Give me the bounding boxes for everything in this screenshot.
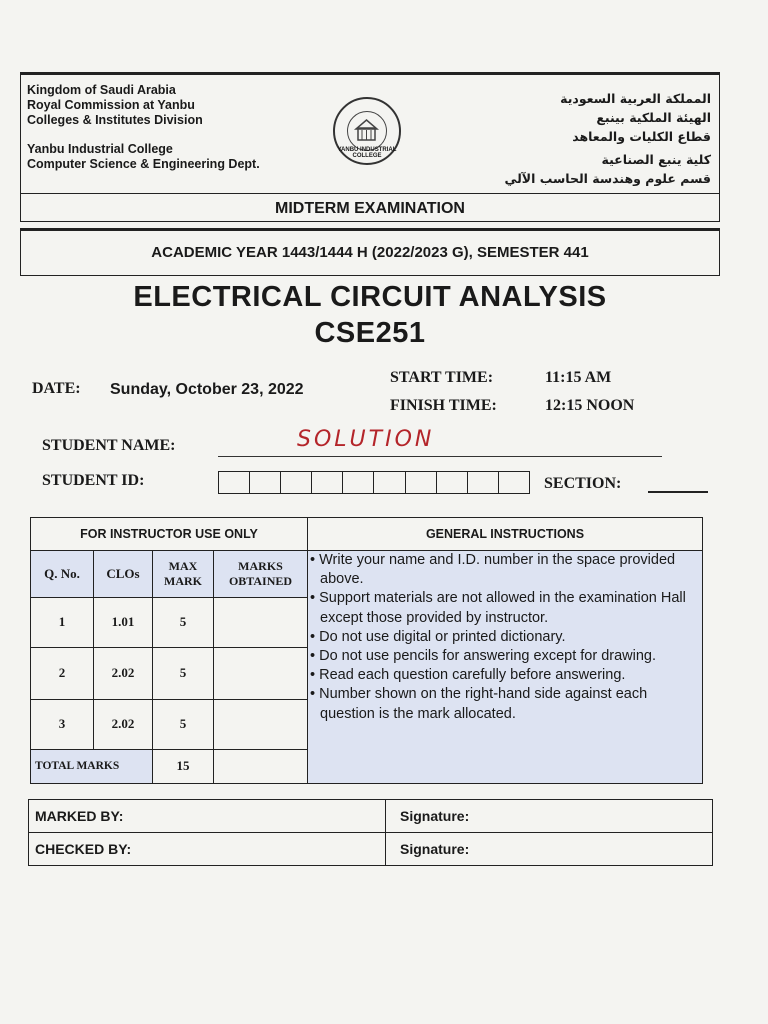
id-digit-box[interactable] — [281, 472, 312, 493]
date-label: DATE: — [32, 380, 81, 397]
checked-signature-field[interactable]: Signature: — [386, 833, 713, 866]
col-header: MARKS OBTAINED — [214, 551, 308, 597]
student-name-value: SOLUTION — [297, 427, 435, 452]
q-number: 1 — [31, 597, 94, 647]
col-header: CLOs — [94, 551, 153, 597]
seal-emblem-icon — [347, 111, 387, 151]
marks-obtained-field[interactable] — [214, 699, 308, 749]
header-line: Yanbu Industrial College — [27, 142, 173, 156]
student-id-label: STUDENT ID: — [42, 472, 145, 489]
instruction-item: • Read each question carefully before answering. — [310, 667, 626, 684]
header-line: الهيئة الملكية بينبع — [596, 110, 711, 125]
total-row — [31, 749, 307, 783]
instruction-item: • Do not use digital or printed dictionary. — [310, 628, 566, 645]
start-time-label: START TIME: — [390, 369, 494, 386]
marks-table — [31, 551, 307, 783]
header-line: Kingdom of Saudi Arabia — [27, 83, 176, 97]
header-line: كلية ينبع الصناعية — [601, 152, 711, 167]
academic-year: ACADEMIC YEAR 1443/1444 H (2022/2023 G), SEMESTER 441 — [20, 228, 720, 276]
id-digit-box[interactable] — [499, 472, 529, 493]
header-line: Royal Commission at Yanbu — [27, 98, 195, 112]
section-line[interactable] — [648, 491, 708, 493]
marks-obtained-field[interactable] — [214, 597, 308, 647]
id-digit-box[interactable] — [250, 472, 281, 493]
instruction-item: • Write your name and I.D. number in the space provided above. — [310, 552, 676, 588]
id-digit-box[interactable] — [374, 472, 405, 493]
table-row — [31, 647, 307, 699]
header-line: قسم علوم وهندسة الحاسب الآلي — [504, 171, 711, 186]
seal-text: YANBU INDUSTRIAL COLLEGE — [337, 147, 397, 159]
marks-obtained-field[interactable] — [214, 647, 308, 699]
college-seal-logo — [333, 97, 401, 165]
instructor-table — [30, 517, 703, 784]
col-header: MAX MARK — [153, 551, 214, 597]
total-marks-value: 15 — [153, 749, 214, 783]
id-digit-box[interactable] — [219, 472, 250, 493]
instructions-list — [308, 551, 703, 784]
checked-by-label: CHECKED BY: — [29, 833, 386, 866]
course-code: CSE251 — [314, 317, 426, 349]
signoff-table — [28, 799, 713, 866]
id-digit-box[interactable] — [437, 472, 468, 493]
header-line: المملكة العربية السعودية — [560, 91, 711, 106]
clo-value: 1.01 — [94, 597, 153, 647]
header-line: قطاع الكليات والمعاهد — [572, 129, 711, 144]
institution-header — [20, 72, 720, 222]
clo-value: 2.02 — [94, 699, 153, 749]
table-row — [31, 699, 307, 749]
id-digit-box[interactable] — [406, 472, 437, 493]
instruction-item: • Do not use pencils for answering except for drawing. — [310, 648, 657, 665]
start-time-value: 11:15 AM — [545, 369, 612, 386]
marks-cell — [31, 551, 308, 784]
student-id-boxes[interactable] — [218, 471, 530, 494]
header-line: Computer Science & Engineering Dept. — [27, 157, 260, 171]
marked-signature-field[interactable]: Signature: — [386, 800, 713, 833]
instruction-item: • Support materials are not allowed in the examination Hall except those provided by instructor. — [310, 590, 686, 626]
finish-time-label: FINISH TIME: — [390, 397, 497, 414]
max-mark: 5 — [153, 647, 214, 699]
header-arabic-text — [504, 89, 711, 188]
clo-value: 2.02 — [94, 647, 153, 699]
finish-time-value: 12:15 NOON — [545, 397, 635, 414]
max-mark: 5 — [153, 597, 214, 647]
id-digit-box[interactable] — [343, 472, 374, 493]
course-name: ELECTRICAL CIRCUIT ANALYSIS — [133, 281, 607, 313]
date-value: Sunday, October 23, 2022 — [110, 381, 304, 398]
max-mark: 5 — [153, 699, 214, 749]
total-obtained-field[interactable] — [214, 749, 308, 783]
total-marks-label: TOTAL MARKS — [31, 749, 153, 783]
section-label: SECTION: — [544, 475, 622, 492]
header-line: Colleges & Institutes Division — [27, 113, 203, 127]
id-digit-box[interactable] — [312, 472, 343, 493]
student-name-line[interactable] — [218, 455, 662, 457]
id-digit-box[interactable] — [468, 472, 499, 493]
instructor-use-title: FOR INSTRUCTOR USE ONLY — [31, 518, 308, 551]
student-name-label: STUDENT NAME: — [42, 437, 176, 454]
instruction-item: • Number shown on the right-hand side against each question is the mark allocated. — [310, 686, 648, 722]
table-row — [31, 597, 307, 647]
general-instructions-title: GENERAL INSTRUCTIONS — [308, 518, 703, 551]
col-header: Q. No. — [31, 551, 94, 597]
q-number: 3 — [31, 699, 94, 749]
header-english-text — [27, 83, 260, 172]
exam-type: MIDTERM EXAMINATION — [21, 193, 719, 224]
marked-by-label: MARKED BY: — [29, 800, 386, 833]
q-number: 2 — [31, 647, 94, 699]
